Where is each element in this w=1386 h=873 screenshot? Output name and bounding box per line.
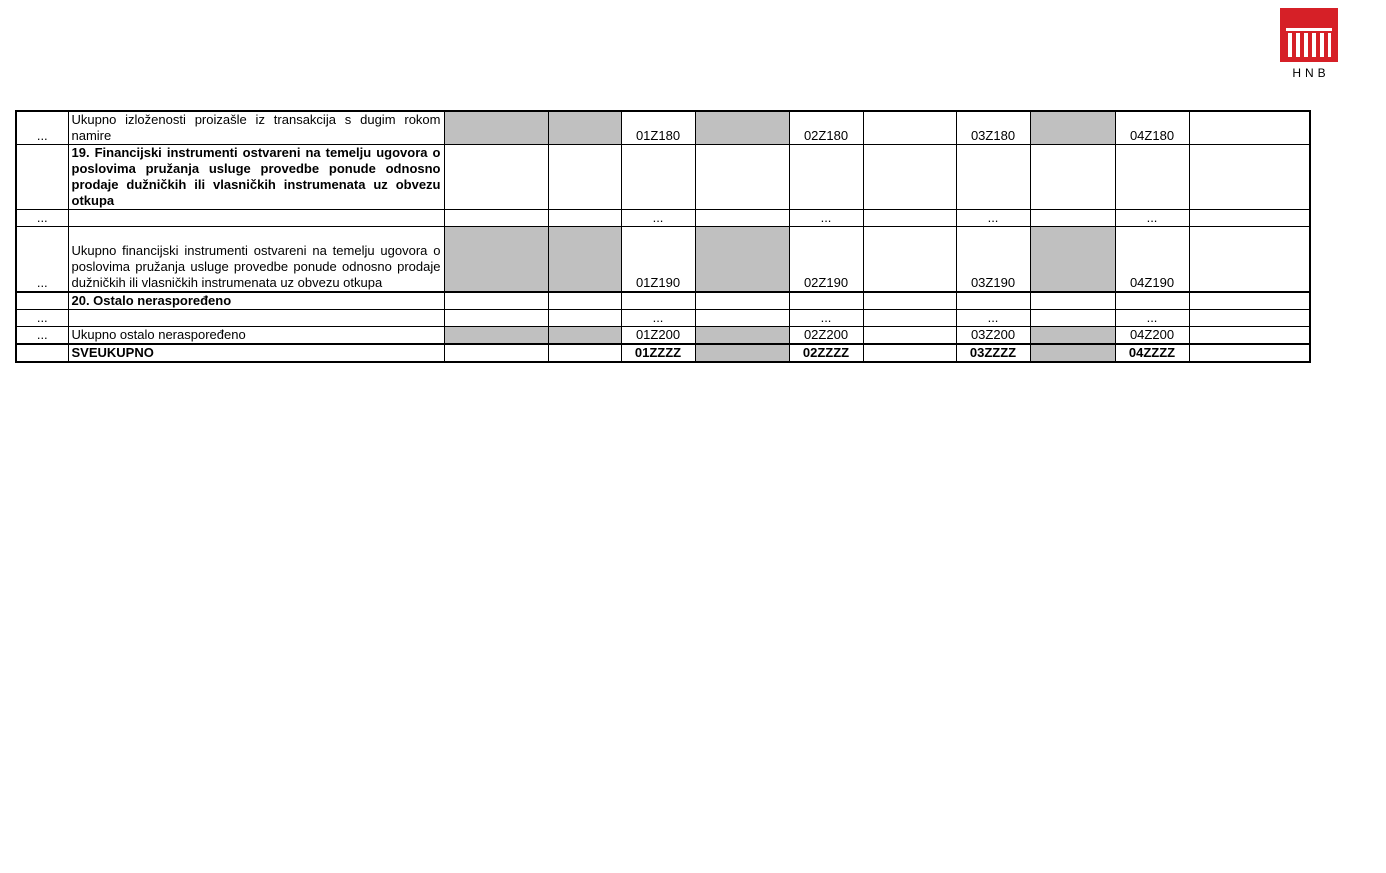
code-cell: 02Z190: [789, 227, 863, 292]
row-index: ...: [16, 210, 68, 227]
row-index: ...: [16, 309, 68, 326]
empty-cell: [863, 344, 956, 362]
code-cell: 01ZZZZ: [621, 344, 695, 362]
section-title: 19. Financijski instrumenti ostvareni na temelju ugovora o poslovima pružanja usluge provedbe ponude odnosno prodaje dužničkih ili vlasničkih instrumenata uz obvezu otkupa: [68, 145, 444, 210]
grey-cell: [548, 111, 621, 145]
code-cell: 02Z200: [789, 326, 863, 344]
empty-cell: [548, 309, 621, 326]
row-index: [16, 292, 68, 310]
empty-cell: [695, 145, 789, 210]
empty-cell: [548, 210, 621, 227]
code-cell: ...: [789, 210, 863, 227]
grey-cell: [548, 326, 621, 344]
empty-cell: [1030, 292, 1115, 310]
grand-total-row: [16, 344, 1310, 362]
code-cell: 01Z190: [621, 227, 695, 292]
empty-cell: [695, 309, 789, 326]
code-cell: 03ZZZZ: [956, 344, 1030, 362]
empty-cell: [863, 292, 956, 310]
empty-cell: [863, 326, 956, 344]
empty-cell: [1115, 292, 1189, 310]
empty-cell: [863, 227, 956, 292]
grand-total-label: SVEUKUPNO: [68, 344, 444, 362]
empty-cell: [1030, 145, 1115, 210]
code-cell: ...: [1115, 210, 1189, 227]
empty-cell: [621, 292, 695, 310]
section-title: 20. Ostalo neraspoređeno: [68, 292, 444, 310]
code-cell: 04Z190: [1115, 227, 1189, 292]
grey-cell: [444, 227, 548, 292]
section-header-row: [16, 145, 1310, 210]
grey-cell: [1030, 344, 1115, 362]
grey-cell: [695, 344, 789, 362]
empty-cell: [1115, 145, 1189, 210]
code-cell: 04Z200: [1115, 326, 1189, 344]
empty-cell: [548, 145, 621, 210]
table-row: [16, 326, 1310, 344]
empty-cell: [621, 145, 695, 210]
code-cell: 03Z200: [956, 326, 1030, 344]
code-cell: 04Z180: [1115, 111, 1189, 145]
empty-cell: [1189, 292, 1310, 310]
empty-cell: [444, 344, 548, 362]
row-index: [16, 145, 68, 210]
hnb-logo-icon: [1280, 8, 1338, 62]
empty-cell: [1189, 309, 1310, 326]
table-row: [16, 227, 1310, 292]
report-table: [15, 110, 1311, 363]
grey-cell: [1030, 111, 1115, 145]
row-description: [68, 309, 444, 326]
grey-cell: [548, 227, 621, 292]
code-cell: ...: [621, 210, 695, 227]
code-cell: ...: [789, 309, 863, 326]
table-row: [16, 210, 1310, 227]
code-cell: ...: [956, 309, 1030, 326]
empty-cell: [1189, 111, 1310, 145]
grey-cell: [695, 326, 789, 344]
empty-cell: [863, 111, 956, 145]
section-header-row: [16, 292, 1310, 310]
empty-cell: [444, 145, 548, 210]
logo-text: HNB: [1292, 66, 1330, 80]
grey-cell: [444, 111, 548, 145]
row-description: [68, 210, 444, 227]
row-index: [16, 344, 68, 362]
code-cell: 02ZZZZ: [789, 344, 863, 362]
empty-cell: [1189, 227, 1310, 292]
empty-cell: [695, 210, 789, 227]
grey-cell: [1030, 227, 1115, 292]
row-description: Ukupno ostalo neraspoređeno: [68, 326, 444, 344]
code-cell: ...: [621, 309, 695, 326]
empty-cell: [789, 145, 863, 210]
row-index: ...: [16, 326, 68, 344]
empty-cell: [1189, 326, 1310, 344]
grey-cell: [695, 111, 789, 145]
code-cell: 03Z180: [956, 111, 1030, 145]
empty-cell: [863, 210, 956, 227]
hnb-logo: [1280, 8, 1338, 80]
table-row: [16, 111, 1310, 145]
code-cell: 04ZZZZ: [1115, 344, 1189, 362]
empty-cell: [695, 292, 789, 310]
code-cell: 01Z180: [621, 111, 695, 145]
empty-cell: [1189, 210, 1310, 227]
empty-cell: [548, 292, 621, 310]
code-cell: 02Z180: [789, 111, 863, 145]
empty-cell: [444, 309, 548, 326]
grey-cell: [1030, 326, 1115, 344]
code-cell: ...: [1115, 309, 1189, 326]
grey-cell: [695, 227, 789, 292]
row-index: ...: [16, 227, 68, 292]
grey-cell: [444, 326, 548, 344]
empty-cell: [1189, 344, 1310, 362]
code-cell: 03Z190: [956, 227, 1030, 292]
empty-cell: [1030, 210, 1115, 227]
table-row: [16, 309, 1310, 326]
empty-cell: [1189, 145, 1310, 210]
code-cell: ...: [956, 210, 1030, 227]
empty-cell: [863, 309, 956, 326]
empty-cell: [789, 292, 863, 310]
empty-cell: [956, 292, 1030, 310]
empty-cell: [1030, 309, 1115, 326]
empty-cell: [548, 344, 621, 362]
empty-cell: [444, 210, 548, 227]
empty-cell: [444, 292, 548, 310]
row-index: ...: [16, 111, 68, 145]
row-description: Ukupno financijski instrumenti ostvareni na temelju ugovora o poslovima pružanja usluge provedbe ponude odnosno prodaje dužničkih ili vlasničkih instrumenata uz obvezu otkupa: [68, 227, 444, 292]
code-cell: 01Z200: [621, 326, 695, 344]
empty-cell: [863, 145, 956, 210]
empty-cell: [956, 145, 1030, 210]
row-description: Ukupno izloženosti proizašle iz transakcija s dugim rokom namire: [68, 111, 444, 145]
